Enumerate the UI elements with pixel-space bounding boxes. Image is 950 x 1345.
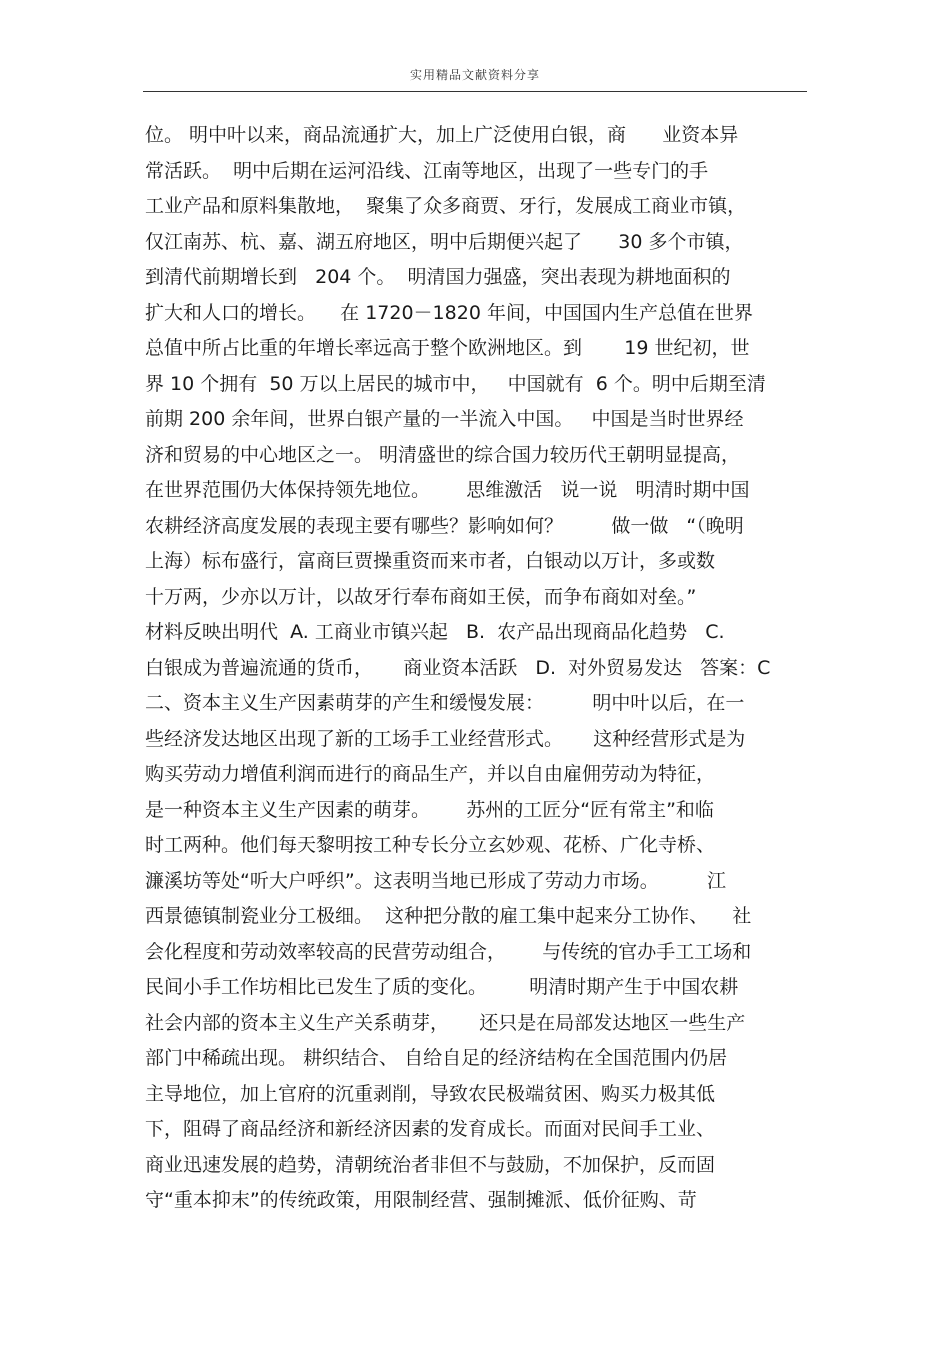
text-line: 在世界范围仍大体保持领先地位。 思维激活 说一说 明清时期中国 — [145, 479, 750, 501]
text-line: 常活跃。 明中后期在运河沿线、江南等地区，出现了一些专门的手 — [145, 159, 709, 182]
text-line: 会化程度和劳动效率较高的民营劳动组合， 与传统的官办手工工场和 — [145, 940, 752, 963]
text-line: 济和贸易的中心地区之一。 明清盛世的综合国力较历代王朝明显提高， — [145, 443, 741, 466]
text-line: 工业产品和原料集散地， 聚集了众多商贾、牙行，发展成工商业市镇， — [145, 195, 747, 217]
text-line: 濂溪坊等处“听大户呼织”。这表明当地已形成了劳动力市场。 江 — [145, 869, 727, 892]
text-line: 部门中稀疏出现。 耕织结合、 自给自足的经济结构在全国范围内仍居 — [145, 1047, 728, 1069]
text-line: 二、资本主义生产因素萌芽的产生和缓慢发展： 明中叶以后，在一 — [145, 692, 745, 714]
text-line: 是一种资本主义生产因素的萌芽。 苏州的工匠分“匠有常主”和临 — [145, 798, 714, 821]
text-line: 社会内部的资本主义生产关系萌芽， 还只是在局部发达地区一些生产 — [145, 1011, 746, 1034]
text-line: 白银成为普遍流通的货币， 商业资本活跃 D. 对外贸易发达 答案：C — [145, 656, 771, 679]
header-divider — [143, 91, 807, 92]
text-line: 时工两种。他们每天黎明按工种专长分立玄妙观、花桥、广化寺桥、 — [145, 834, 716, 856]
page-header: 实用精品文献资料分享 — [409, 68, 540, 82]
text-line: 下，阻碍了商品经济和新经济因素的发育成长。而面对民间手工业、 — [145, 1118, 716, 1140]
text-line: 扩大和人口的增长。 在 1720－1820 年间，中国国内生产总值在世界 — [145, 301, 753, 324]
text-line: 商业迅速发展的趋势，清朝统治者非但不与鼓励，不加保护，反而固 — [145, 1153, 716, 1176]
text-line: 民间小手工作坊相比已发生了质的变化。 明清时期产生于中国农耕 — [145, 976, 739, 998]
text-line: 守“重本抑末”的传统政策，用限制经营、强制摊派、低价征购、苛 — [145, 1189, 697, 1211]
text-line: 主导地位，加上官府的沉重剥削，导致农民极端贫困、购买力极其低 — [145, 1082, 716, 1105]
text-line: 界 10 个拥有 50 万以上居民的城市中， 中国就有 6 个。明中后期至清 — [145, 372, 766, 395]
text-line: 前期 200 余年间，世界白银产量的一半流入中国。 中国是当时世界经 — [145, 408, 744, 430]
text-line: 位。 明中叶以来，商品流通扩大，加上广泛使用白银，商 业资本异 — [145, 124, 739, 146]
document-body — [145, 118, 825, 1219]
text-line: 总值中所占比重的年增长率远高于整个欧洲地区。到 19 世纪初，世 — [145, 337, 750, 359]
text-line: 十万两，少亦以万计，以故牙行奉布商如王侯，而争布商如对垒。” — [145, 585, 697, 608]
text-line: 购买劳动力增值利润而进行的商品生产，并以自由雇佣劳动为特征， — [145, 763, 716, 785]
text-line: 仅江南苏、杭、嘉、湖五府地区，明中后期便兴起了 30 多个市镇， — [145, 230, 744, 253]
text-line: 些经济发达地区出现了新的工场手工业经营形式。 这种经营形式是为 — [145, 727, 746, 750]
text-line: 西景德镇制瓷业分工极细。 这种把分散的雇工集中起来分工协作、 社 — [145, 905, 752, 927]
text-line: 材料反映出明代 A. 工商业市镇兴起 B. 农产品出现商品化趋势 C. — [145, 621, 725, 643]
text-line: 农耕经济高度发展的表现主要有哪些？影响如何？ 做一做 “（晚明 — [145, 514, 744, 537]
text-line: 到清代前期增长到 204 个。 明清国力强盛，突出表现为耕地面积的 — [145, 266, 731, 288]
text-line: 上海）标布盛行，富商巨贾操重资而来市者，白银动以万计，多或数 — [145, 550, 716, 572]
